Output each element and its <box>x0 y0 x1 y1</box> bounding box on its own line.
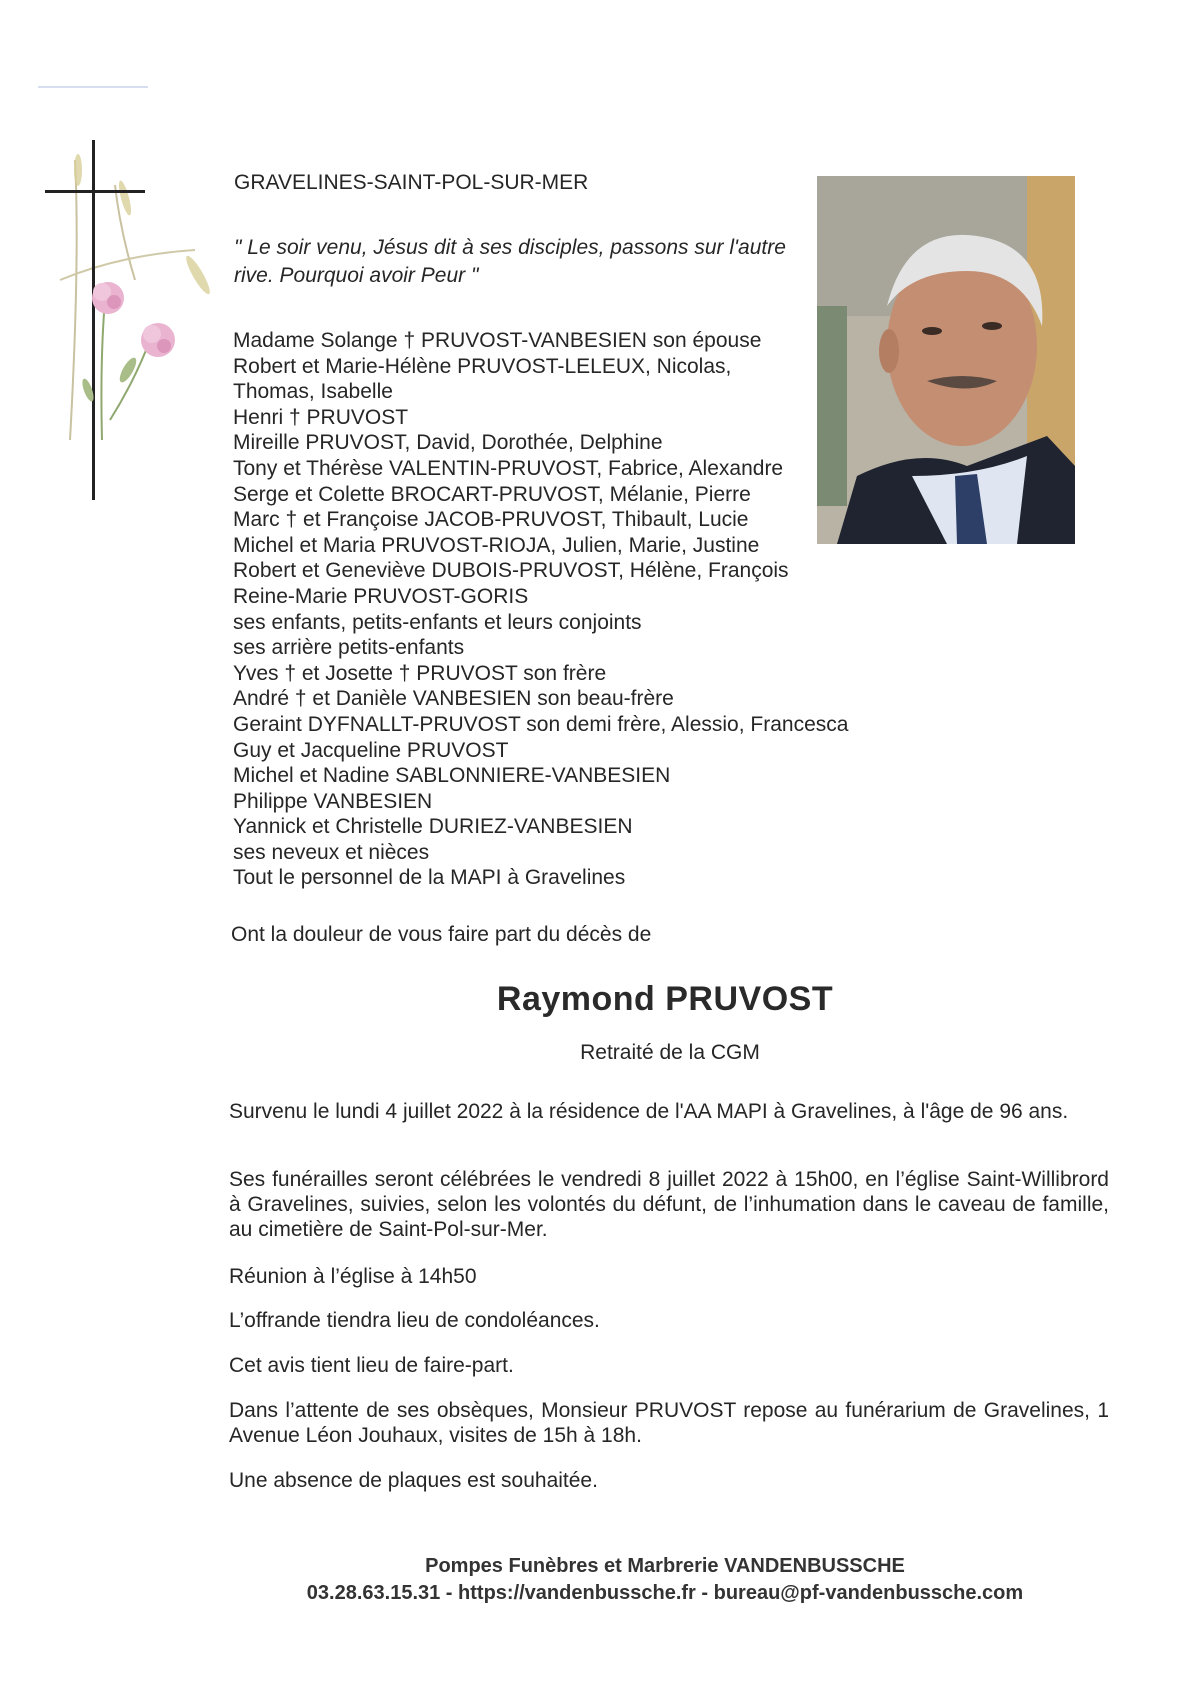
family-line: Tony et Thérèse VALENTIN-PRUVOST, Fabrice, Alexandre <box>233 456 784 480</box>
family-line: Robert et Marie-Hélène PRUVOST-LELEUX, Nicolas, <box>233 354 732 378</box>
location-heading: GRAVELINES-SAINT-POL-SUR-MER <box>234 171 589 194</box>
family-line: Geraint DYFNALLT-PRUVOST son demi frère, Alessio, Francesca <box>233 712 849 736</box>
footer-company: Pompes Funèbres et Marbrerie VANDENBUSSCHE <box>425 1555 905 1577</box>
deceased-name: Raymond PRUVOST <box>496 980 834 1018</box>
meeting-paragraph: Réunion à l’église à 14h50 <box>229 1265 477 1288</box>
family-line: ses enfants, petits-enfants et leurs conjoints <box>233 610 642 634</box>
deceased-title: Retraité de la CGM <box>580 1041 760 1064</box>
announcement-intro: Ont la douleur de vous faire part du décès de <box>231 923 652 946</box>
bible-quote <box>234 234 824 290</box>
family-line: Yannick et Christelle DURIEZ-VANBESIEN <box>233 815 633 839</box>
family-line: Tout le personnel de la MAPI à Gravelines <box>233 866 626 890</box>
family-line: Marc † et Françoise JACOB-PRUVOST, Thibault, Lucie <box>233 508 749 532</box>
funeral-paragraph: Ses funérailles seront célébrées le vendredi 8 juillet 2022 à 15h00, en l’église Saint-Willibrord à Gravelines, suivies, selon les volontés du défunt, de l’inhumation dans le caveau de famille, au cimetière de Saint-Pol-sur-Mer. <box>229 1168 1109 1241</box>
family-line: ses arrière petits-enfants <box>233 636 465 660</box>
cross-flower-decoration <box>40 140 215 505</box>
footer-contact: 03.28.63.15.31 - https://vandenbussche.fr - bureau@pf-vandenbussche.com <box>306 1582 1024 1604</box>
family-line: Serge et Colette BROCART-PRUVOST, Mélanie, Pierre <box>233 482 751 506</box>
family-line: Michel et Maria PRUVOST-RIOJA, Julien, Marie, Justine <box>233 533 760 557</box>
family-line: Michel et Nadine SABLONNIERE-VANBESIEN <box>233 764 671 788</box>
family-line: André † et Danièle VANBESIEN son beau-frère <box>233 687 674 711</box>
rest-paragraph: Dans l’attente de ses obsèques, Monsieur PRUVOST repose au funérarium de Gravelines, 1 Avenue Léon Jouhaux, visites de 15h à 18h. <box>229 1399 1109 1447</box>
family-line: Robert et Geneviève DUBOIS-PRUVOST, Hélène, François <box>233 559 789 583</box>
family-list <box>233 328 848 891</box>
rose-flower <box>92 282 124 314</box>
plaques-paragraph: Une absence de plaques est souhaitée. <box>229 1469 598 1492</box>
quote-line: rive. Pourquoi avoir Peur " <box>234 264 479 287</box>
quote-line: " Le soir venu, Jésus dit à ses disciples, passons sur l'autre <box>234 236 786 259</box>
family-line: Yves † et Josette † PRUVOST son frère <box>233 661 607 685</box>
offering-paragraph: L’offrande tiendra lieu de condoléances. <box>229 1309 600 1332</box>
family-line: Thomas, Isabelle <box>233 380 393 404</box>
notice-paragraph: Cet avis tient lieu de faire-part. <box>229 1354 514 1377</box>
death-paragraph: Survenu le lundi 4 juillet 2022 à la résidence de l'AA MAPI à Gravelines, à l'âge de 96 ans. <box>229 1100 1069 1123</box>
top-divider <box>38 86 148 88</box>
family-line: Reine-Marie PRUVOST-GORIS <box>233 584 529 608</box>
family-line: Madame Solange † PRUVOST-VANBESIEN son épouse <box>233 329 762 352</box>
family-line: Philippe VANBESIEN <box>233 789 433 813</box>
family-line: ses neveux et nièces <box>233 840 430 864</box>
family-line: Mireille PRUVOST, David, Dorothée, Delphine <box>233 431 663 455</box>
family-line: Guy et Jacqueline PRUVOST <box>233 738 509 762</box>
portrait-photo <box>817 176 1075 544</box>
family-line: Henri † PRUVOST <box>233 405 409 429</box>
